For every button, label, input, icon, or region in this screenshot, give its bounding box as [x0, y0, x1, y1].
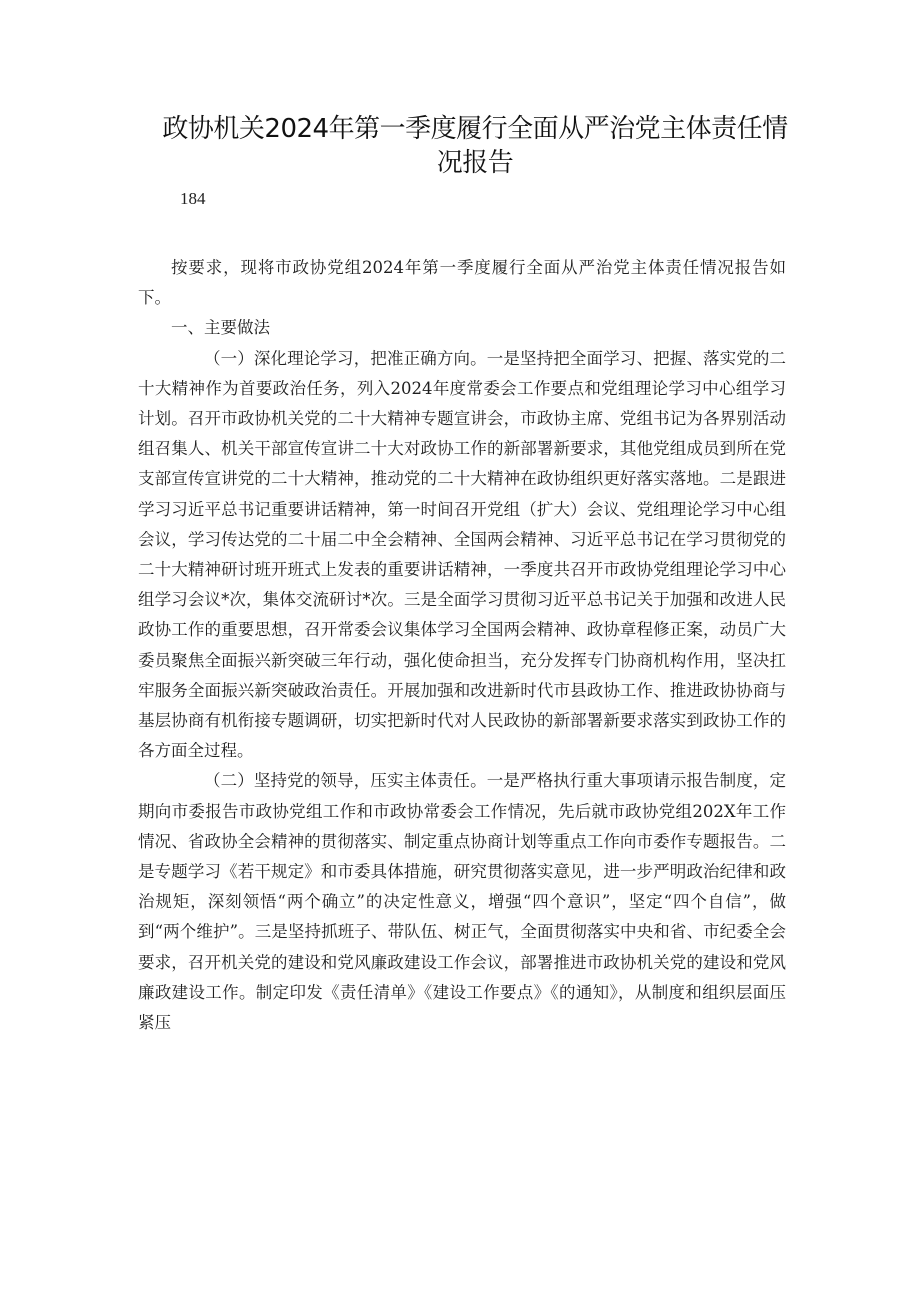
document-number: 184 — [180, 189, 206, 208]
document-body — [138, 253, 786, 1038]
intro-paragraph: 按要求，现将市政协党组2024年第一季度履行全面从严治党主体责任情况报告如下。 — [138, 258, 786, 308]
section-heading: 一、主要做法 — [171, 318, 270, 338]
body-paragraph: （二）坚持党的领导，压实主体责任。一是严格执行重大事项请示报告制度，定期向市委报告市政协党组工作和市政协常委会工作情况，先后就市政协党组202X年工作情况、省政协全会精神的贯彻落实、制定重点协商计划等重点工作向市委作专题报告。二是专题学习《若干规定》和市委具体措施，研究贯彻落实意见，进一步严明政治纪律和政治规矩，深刻领悟“两个确立”的决定性意义，增强“四个意识”，坚定“四个自信”，做到“两个维护”。三是坚持抓班子、带队伍、树正气，全面贯彻落实中央和省、市纪委全会要求，召开机关党的建设和党风廉政建设工作会议，部署推进市政协机关党的建设和党风廉政建设工作。制定印发《责任清单》《建设工作要点》《的通知》，从制度和组织层面压紧压 — [138, 771, 786, 1033]
document-title: 政协机关2024年第一季度履行全面从严治党主体责任情况报告 — [162, 114, 788, 178]
body-paragraph: （一）深化理论学习，把准正确方向。一是坚持把全面学习、把握、落实党的二十大精神作为首要政治任务，列入2024年度常委会工作要点和党组理论学习中心组学习计划。召开市政协机关党的二十大精神专题宣讲会，市政协主席、党组书记为各界别活动组召集人、机关干部宣传宣讲二十大对政协工作的新部署新要求，其他党组成员到所在党支部宣传宣讲党的二十大精神，推动党的二十大精神在政协组织更好落实落地。二是跟进学习习近平总书记重要讲话精神，第一时间召开党组（扩大）会议、党组理论学习中心组会议，学习传达党的二十届二中全会精神、全国两会精神、习近平总书记在学习贯彻党的二十大精神研讨班开班式上发表的重要讲话精神，一季度共召开市政协党组理论学习中心组学习会议*次，集体交流研讨*次。三是全面学习贯彻习近平总书记关于加强和改进人民政协工作的重要思想，召开常委会议集体学习全国两会精神、政协章程修正案，动员广大委员聚焦全面振兴新突破三年行动，强化使命担当，充分发挥专门协商机构作用，坚决扛牢服务全面振兴新突破政治责任。开展加强和改进新时代市县政协工作、推进政协协商与基层协商有机衔接专题调研，切实把新时代对人民政协的新部署新要求落实到政协工作的各方面全过程。 — [138, 348, 786, 761]
